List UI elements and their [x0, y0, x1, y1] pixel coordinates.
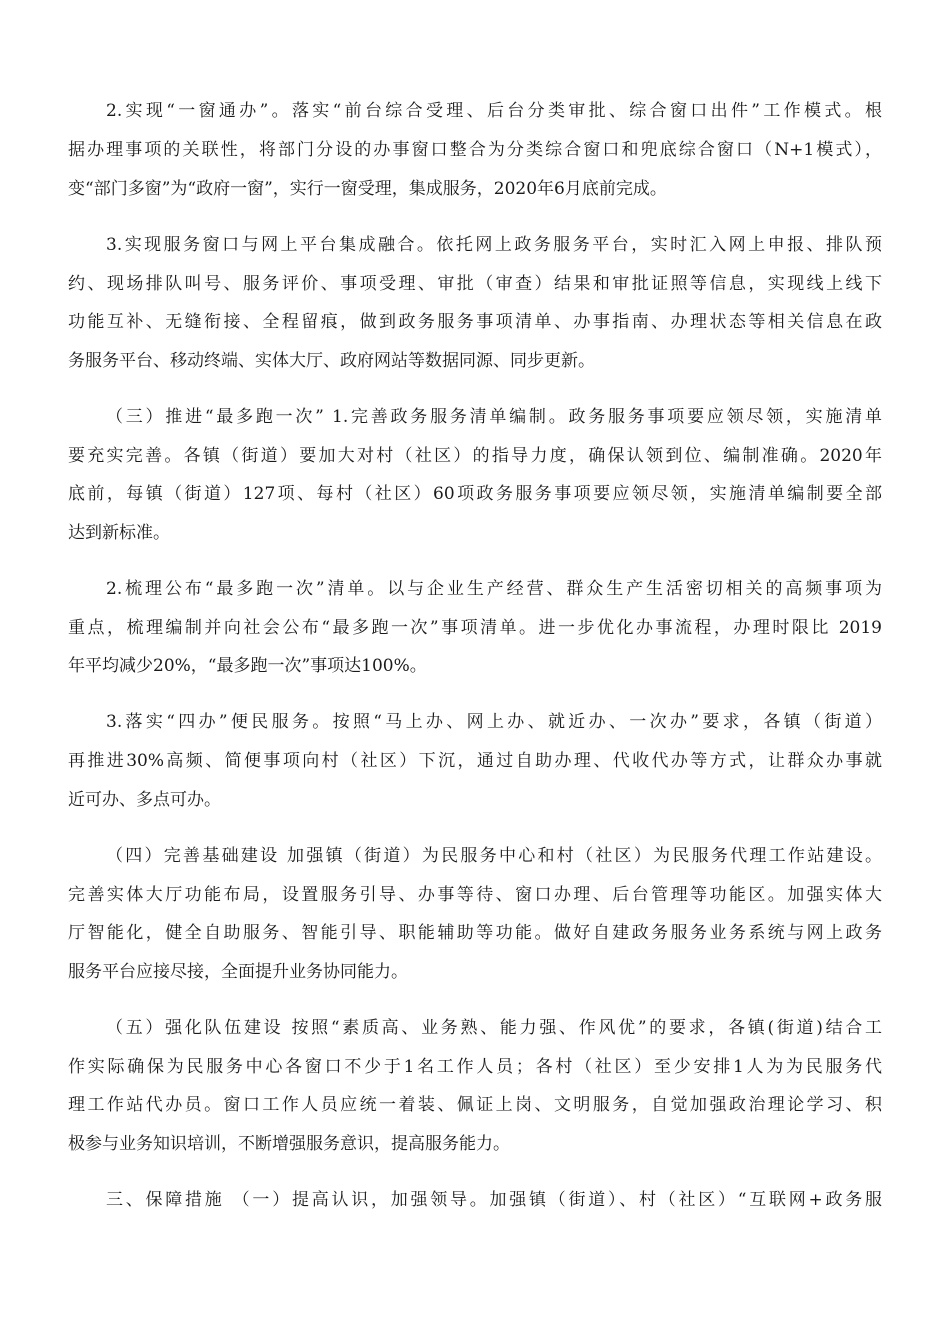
- text-line: 厅智能化，健全自助服务、智能引导、职能辅助等功能。做好自建政务服务业务系统与网上政务: [68, 923, 882, 943]
- text-line: 约、现场排队叫号、服务评价、事项受理、审批（审查）结果和审批证照等信息，实现线上线下: [68, 274, 882, 294]
- text-line: 功能互补、无缝衔接、全程留痕，做到政务服务事项清单、办事指南、办理状态等相关信息在政: [68, 312, 882, 332]
- text-line: 重点，梳理编制并向社会公布“最多跑一次”事项清单。进一步优化办事流程，办理时限比 2019: [68, 618, 882, 638]
- text-line: 完善实体大厅功能布局，设置服务引导、办事等待、窗口办理、后台管理等功能区。加强实体大: [68, 885, 882, 905]
- text-line: 3.实现服务窗口与网上平台集成融合。依托网上政务服务平台，实时汇入网上申报、排队预: [106, 235, 882, 255]
- text-line: 达到新标准。: [68, 523, 170, 543]
- text-line: 务服务平台、移动终端、实体大厅、政府网站等数据同源、同步更新。: [68, 351, 595, 371]
- text-line: 变“部门多窗”为“政府一窗”，实行一窗受理，集成服务，2020年6月底前完成。: [68, 179, 667, 199]
- text-line: 三、保障措施 （一）提高认识，加强领导。加强镇（街道）、村（社区）“互联网+政务服: [106, 1190, 882, 1210]
- text-line: 作实际确保为民服务中心各窗口不少于1名工作人员；各村（社区）至少安排1人为为民服务代: [68, 1057, 882, 1077]
- text-line: （五）强化队伍建设 按照“素质高、业务熟、能力强、作风优”的要求，各镇(街道)结合工: [106, 1018, 882, 1038]
- text-line: 2.梳理公布“最多跑一次”清单。以与企业生产经营、群众生产生活密切相关的高频事项为: [106, 579, 882, 599]
- text-line: 服务平台应接尽接，全面提升业务协同能力。: [68, 962, 408, 982]
- text-line: 再推进30%高频、简便事项向村（社区）下沉，通过自助办理、代收代办等方式，让群众办事就: [68, 751, 882, 771]
- text-line: 3.落实“四办”便民服务。按照“马上办、网上办、就近办、一次办”要求，各镇（街道）: [106, 712, 882, 732]
- text-line: 近可办、多点可办。: [68, 790, 221, 810]
- text-line: 据办理事项的关联性，将部门分设的办事窗口整合为分类综合窗口和兜底综合窗口（N+1模式），: [68, 140, 882, 160]
- text-line: （三）推进“最多跑一次” 1.完善政务服务清单编制。政务服务事项要应领尽领，实施清单: [106, 407, 882, 427]
- text-line: 要充实完善。各镇（街道）要加大对村（社区）的指导力度，确保认领到位、编制准确。2020年: [68, 446, 882, 466]
- text-line: （四）完善基础建设 加强镇（街道）为民服务中心和村（社区）为民服务代理工作站建设。: [106, 846, 882, 866]
- text-line: 底前，每镇（街道）127项、每村（社区）60项政务服务事项要应领尽领，实施清单编制要全部: [68, 484, 882, 504]
- text-line: 2.实现“一窗通办”。落实“前台综合受理、后台分类审批、综合窗口出件”工作模式。根: [106, 101, 882, 121]
- text-line: 年平均减少20%，“最多跑一次”事项达100%。: [68, 656, 427, 676]
- text-line: 理工作站代办员。窗口工作人员应统一着装、佩证上岗、文明服务，自觉加强政治理论学习、积: [68, 1095, 882, 1115]
- text-line: 极参与业务知识培训，不断增强服务意识，提高服务能力。: [68, 1134, 510, 1154]
